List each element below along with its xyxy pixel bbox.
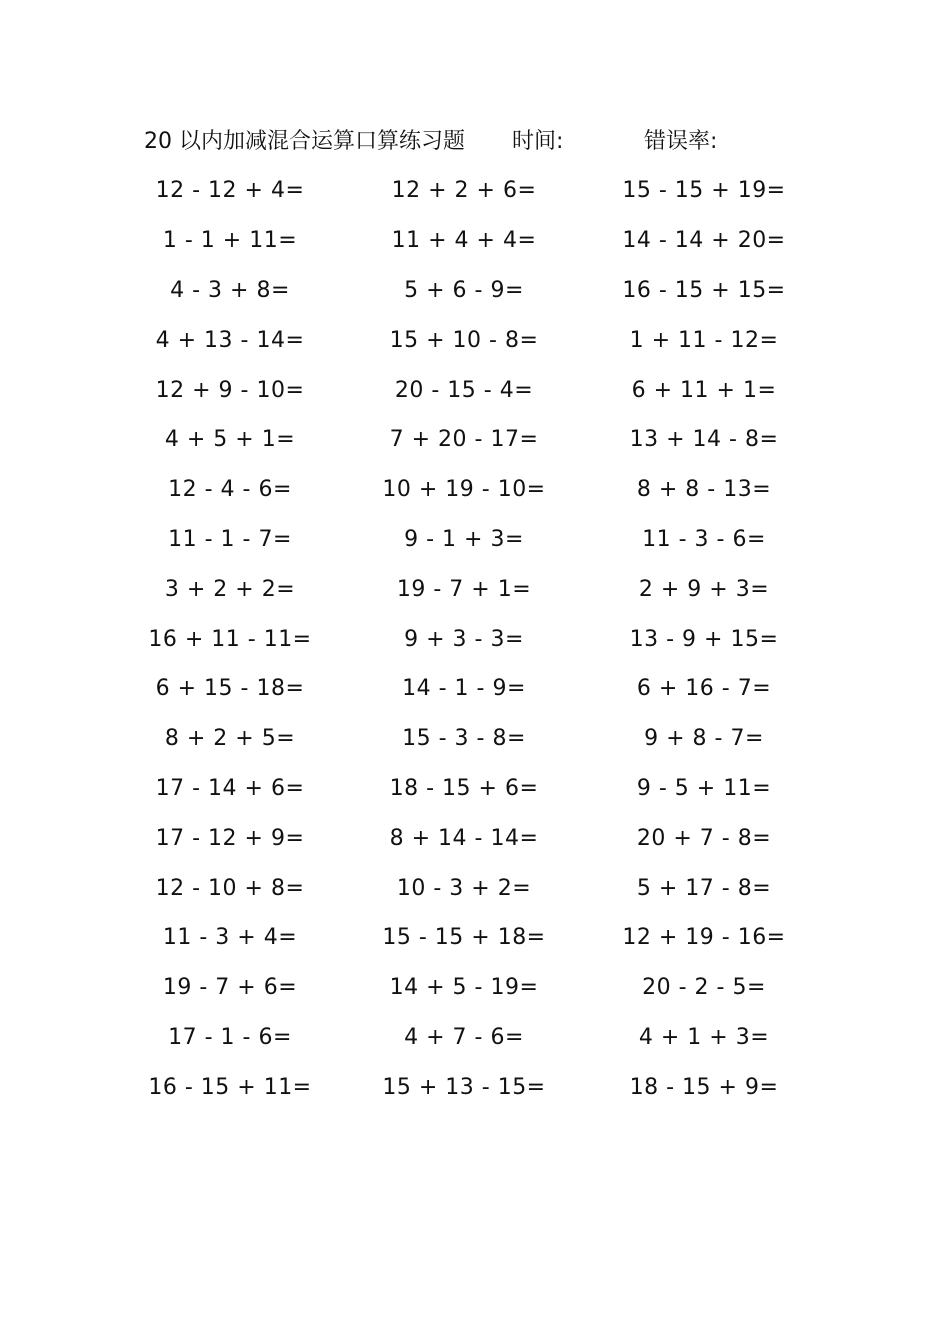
problem-row [130, 1013, 810, 1063]
math-problem: 6 + 11 + 1= [631, 377, 777, 403]
math-problem: 18 - 15 + 9= [629, 1074, 779, 1100]
math-problem: 13 - 9 + 15= [629, 626, 779, 652]
math-problem: 12 + 2 + 6= [391, 178, 537, 204]
math-problem: 16 - 15 + 11= [148, 1074, 312, 1100]
problem-row [130, 714, 810, 764]
math-problem: 10 + 19 - 10= [382, 477, 546, 503]
math-problem: 1 - 1 + 11= [162, 228, 298, 254]
math-problem: 8 + 8 - 13= [636, 477, 772, 503]
math-problem: 11 - 3 + 4= [162, 925, 298, 951]
problem-row [130, 863, 810, 913]
math-problem: 11 + 4 + 4= [391, 228, 537, 254]
math-problem: 16 + 11 - 11= [148, 626, 312, 652]
math-problem: 15 - 3 - 8= [402, 726, 526, 752]
math-problem: 14 - 1 - 9= [402, 676, 526, 702]
math-problem: 12 - 10 + 8= [155, 875, 305, 901]
problem-row [130, 166, 810, 216]
math-problem: 3 + 2 + 2= [164, 576, 296, 602]
problem-row [130, 465, 810, 515]
problem-row [130, 266, 810, 316]
math-problem: 6 + 16 - 7= [636, 676, 772, 702]
problem-grid [130, 166, 810, 1112]
math-problem: 16 - 15 + 15= [622, 277, 786, 303]
math-problem: 14 + 5 - 19= [389, 975, 539, 1001]
problem-row [130, 913, 810, 963]
math-problem: 15 + 13 - 15= [382, 1074, 546, 1100]
math-problem: 6 + 15 - 18= [155, 676, 305, 702]
problem-row [130, 564, 810, 614]
problem-row [130, 1062, 810, 1112]
math-problem: 10 - 3 + 2= [396, 875, 532, 901]
problem-row [130, 664, 810, 714]
math-problem: 4 + 7 - 6= [404, 1024, 524, 1050]
math-problem: 7 + 20 - 17= [389, 427, 539, 453]
math-problem: 12 + 19 - 16= [622, 925, 786, 951]
problem-row [130, 614, 810, 664]
error-rate-label: 错误率: [644, 129, 718, 154]
problem-row [130, 365, 810, 415]
math-problem: 12 - 12 + 4= [155, 178, 305, 204]
math-problem: 4 + 13 - 14= [155, 327, 305, 353]
math-problem: 4 + 5 + 1= [164, 427, 296, 453]
problem-row [130, 963, 810, 1013]
math-problem: 11 - 1 - 7= [168, 526, 292, 552]
math-problem: 17 - 14 + 6= [155, 775, 305, 801]
time-label: 时间: [512, 129, 564, 154]
problem-row [130, 515, 810, 565]
math-problem: 12 + 9 - 10= [155, 377, 305, 403]
math-problem: 4 - 3 + 8= [170, 277, 290, 303]
math-problem: 8 + 2 + 5= [164, 726, 296, 752]
problem-row [130, 415, 810, 465]
math-problem: 17 - 1 - 6= [168, 1024, 292, 1050]
worksheet-title: 20 以内加减混合运算口算练习题 [144, 129, 465, 154]
math-problem: 4 + 1 + 3= [638, 1024, 770, 1050]
math-problem: 13 + 14 - 8= [629, 427, 779, 453]
math-problem: 9 + 8 - 7= [644, 726, 764, 752]
math-problem: 9 - 5 + 11= [636, 775, 772, 801]
math-problem: 14 - 14 + 20= [622, 228, 786, 254]
math-problem: 8 + 14 - 14= [389, 825, 539, 851]
math-problem: 17 - 12 + 9= [155, 825, 305, 851]
math-problem: 5 + 17 - 8= [636, 875, 772, 901]
problem-row [130, 813, 810, 863]
math-problem: 20 - 2 - 5= [642, 975, 766, 1001]
math-problem: 5 + 6 - 9= [404, 277, 524, 303]
math-problem: 15 - 15 + 19= [622, 178, 786, 204]
worksheet-header [144, 126, 784, 158]
problem-row [130, 216, 810, 266]
problem-row [130, 315, 810, 365]
math-problem: 19 - 7 + 1= [396, 576, 532, 602]
math-problem: 15 + 10 - 8= [389, 327, 539, 353]
math-problem: 18 - 15 + 6= [389, 775, 539, 801]
math-problem: 20 + 7 - 8= [636, 825, 772, 851]
math-problem: 11 - 3 - 6= [642, 526, 766, 552]
math-problem: 20 - 15 - 4= [394, 377, 534, 403]
math-problem: 1 + 11 - 12= [629, 327, 779, 353]
math-problem: 9 - 1 + 3= [404, 526, 524, 552]
math-problem: 2 + 9 + 3= [638, 576, 770, 602]
math-problem: 9 + 3 - 3= [404, 626, 524, 652]
math-problem: 15 - 15 + 18= [382, 925, 546, 951]
problem-row [130, 764, 810, 814]
math-problem: 12 - 4 - 6= [168, 477, 292, 503]
math-problem: 19 - 7 + 6= [162, 975, 298, 1001]
